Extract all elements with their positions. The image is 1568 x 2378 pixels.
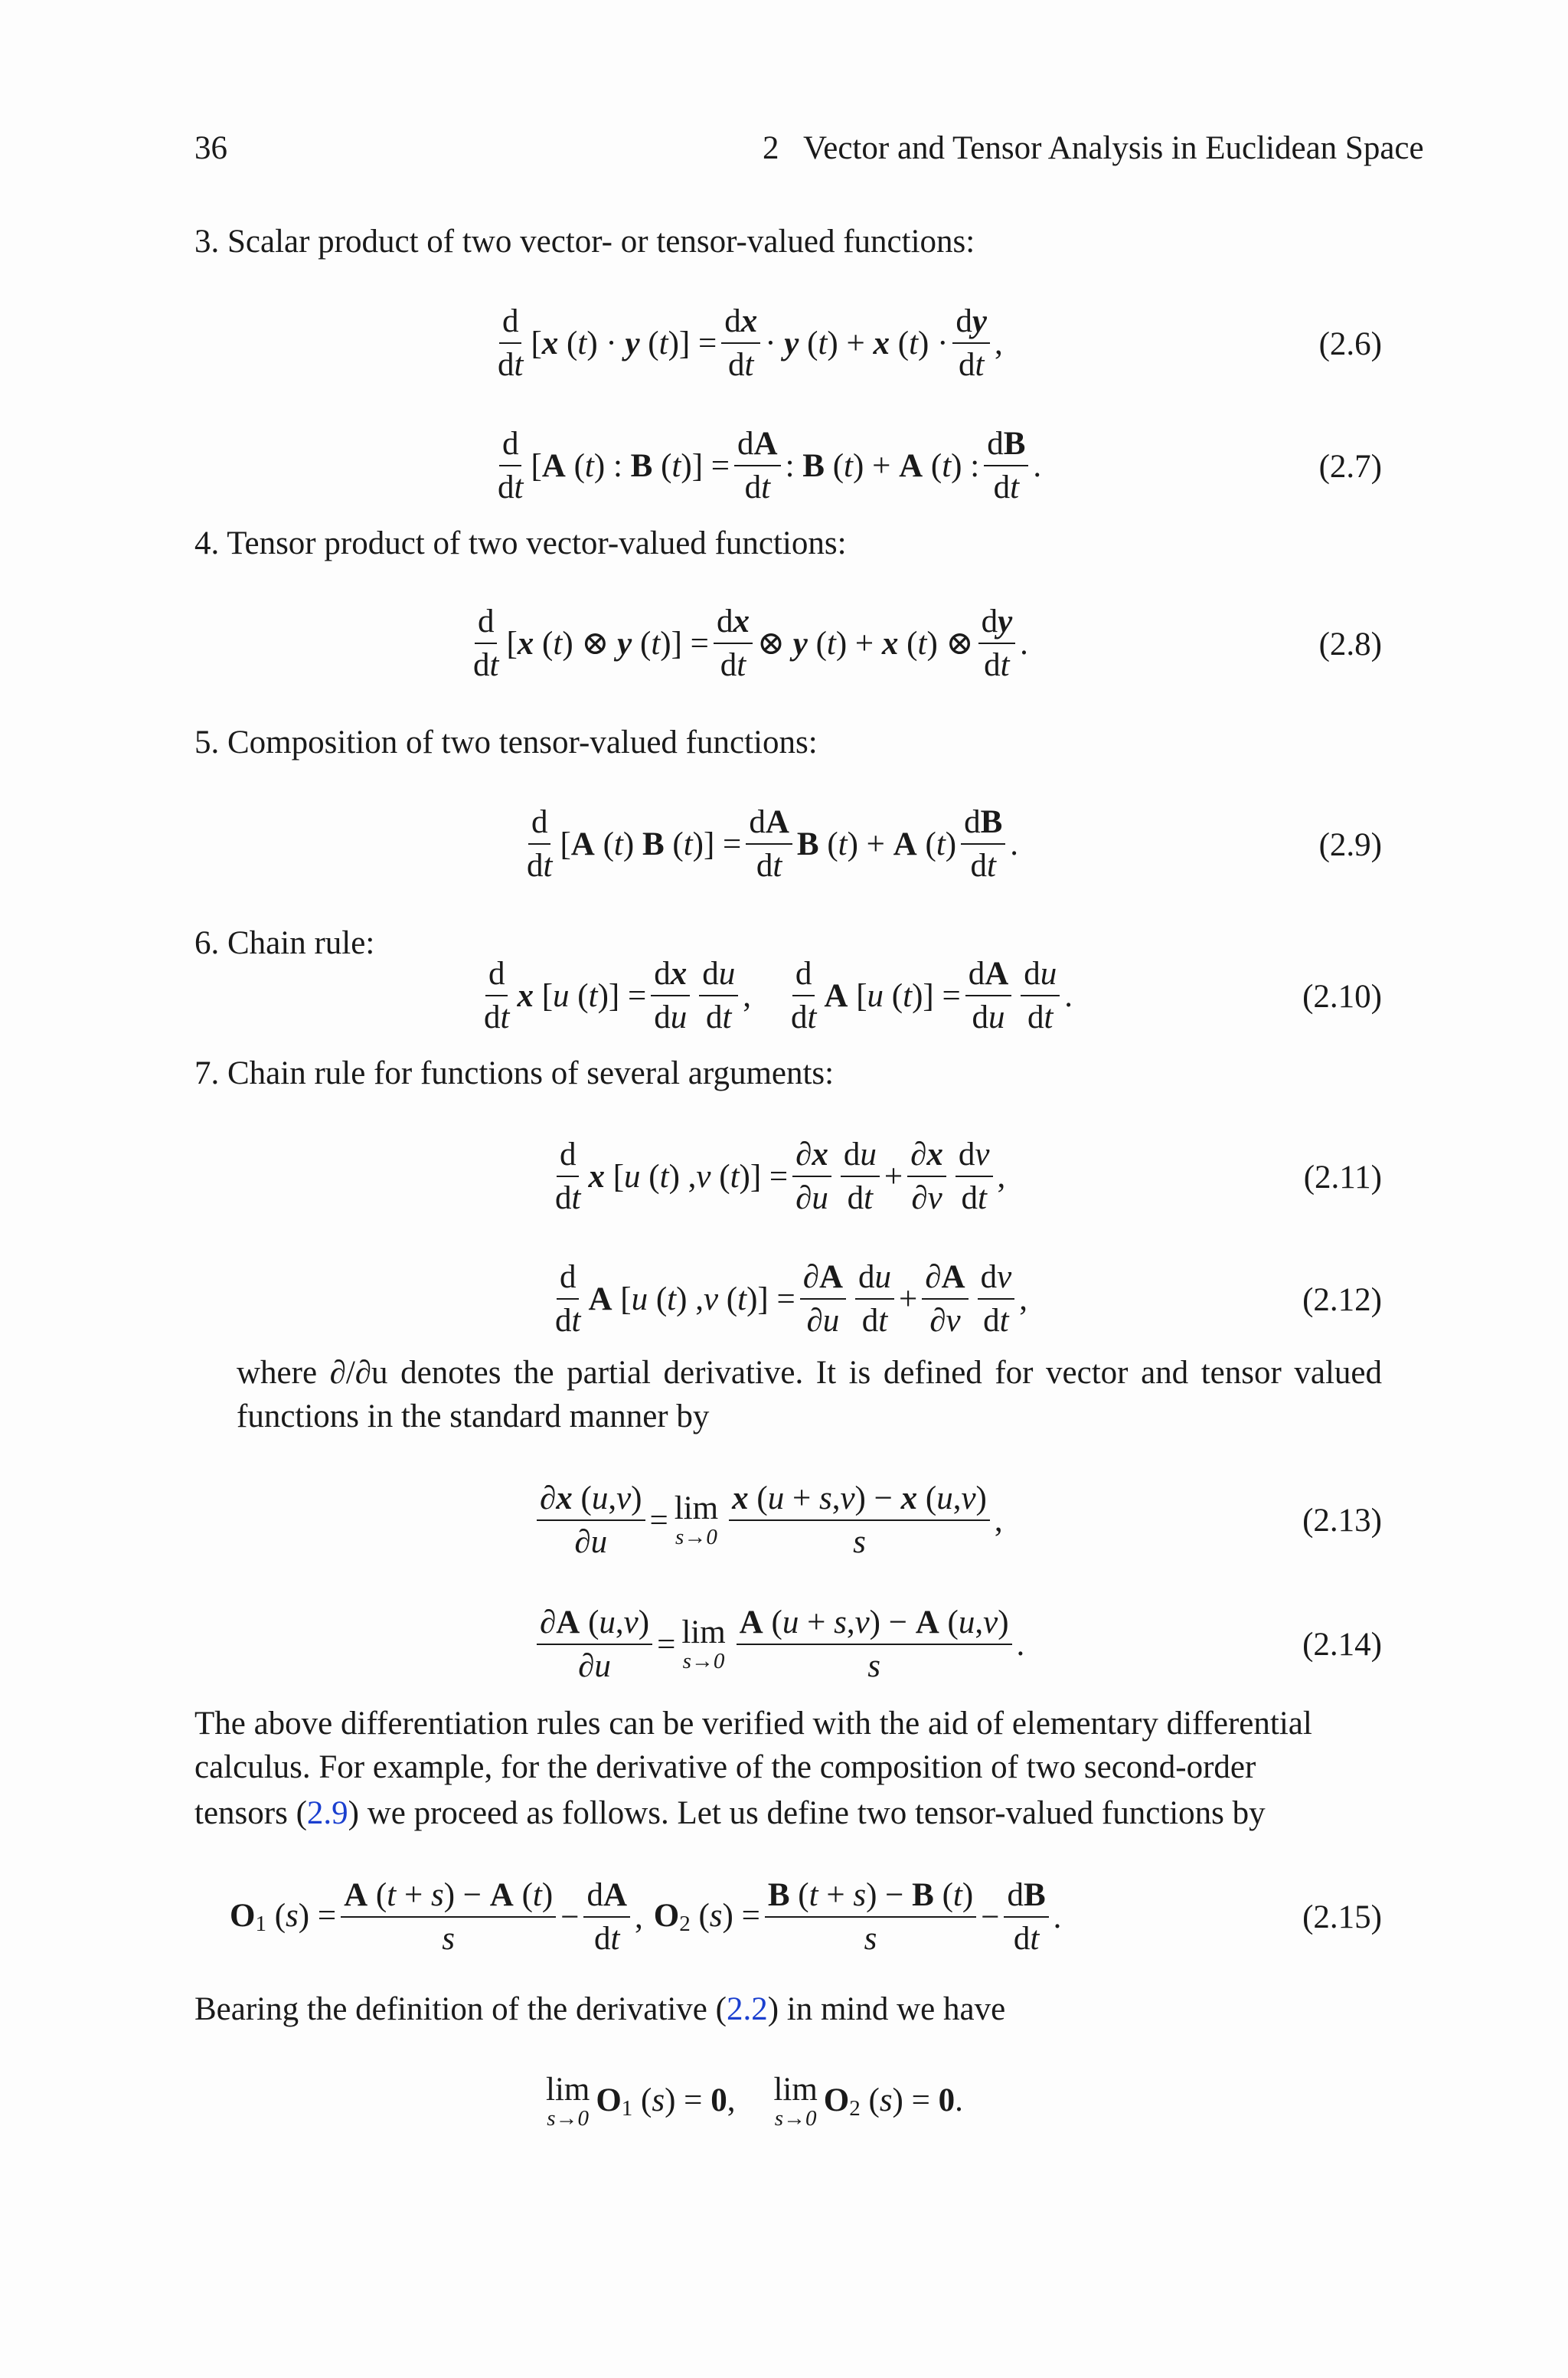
running-title: 2 Vector and Tensor Analysis in Euclidean Space [763, 130, 1424, 166]
paragraph-line: tensors (2.9) we proceed as follows. Let us define two tensor-valued functions by [194, 1795, 1266, 1831]
paragraph-line: Bearing the definition of the derivative (2.2) in mind we have [194, 1991, 1006, 2027]
limit-equation: lim s→0 O1 (s) = 0, lim s→0 O2 (s) = 0. [546, 2072, 963, 2131]
equation-2-7: d dt [A (t) : B (t)] = $\frac{dA}{dt}$ : B (t) + A (t) : dB dt . [498, 426, 1042, 505]
paragraph-line: calculus. For example, for the derivative of the composition of two second-order [194, 1749, 1256, 1785]
equation-2-9: d dt [A (t) B (t)] = $\frac{dA}{dt}$ B (t) + A (t) dB dt . [527, 804, 1019, 884]
equation-number: (2.9) [1318, 827, 1382, 863]
list-item-7: 7. Chain rule for functions of several arguments: [194, 1055, 835, 1091]
partial-derivative-text: where ∂/∂u denotes the partial derivative. It is defined for vector and tensor valued functions in the standard manner by [237, 1355, 1382, 1434]
equation-ref-link[interactable]: 2.2 [726, 1991, 768, 2027]
list-item-3: 3. Scalar product of two vector- or tensor-valued functions: [194, 224, 975, 260]
equation-number: (2.6) [1318, 326, 1382, 362]
list-item-6: 6. Chain rule: [194, 925, 375, 961]
equation-number: (2.11) [1303, 1160, 1382, 1196]
equation-ref-link[interactable]: 2.9 [306, 1795, 348, 1831]
list-item-4: 4. Tensor product of two vector-valued functions: [194, 525, 847, 561]
equation-2-10: d dt x [u (t)] = $\frac{dx}{du}$ du dt , d dt A [u (t)] = $\frac{dA}{du}$ du dt . [484, 956, 1073, 1035]
equation-2-15: O1 (s) = $\frac{A (t + s) - A (t)}{s}$ − $\frac{dA}{dt}$ , O2 (s) = $\frac{B (t + s) - B (t)}{s}$ − $\frac{dB}{dt}$ . [230, 1877, 1062, 1957]
equation-number: (2.8) [1318, 626, 1382, 662]
equation-2-8: d dt [x (t) ⊗ y (t)] = $\frac{dx}{dt}$ ⊗ y (t) + x (t) ⊗ dy dt . [473, 603, 1028, 683]
equation-2-13: $\frac{\partial x (u,v)}{\partial u}$ = lim s→0 x (u + s,v) − x (u,v) s , [532, 1470, 1003, 1570]
equation-number: (2.15) [1302, 1899, 1382, 1935]
equation-number: (2.7) [1318, 449, 1382, 485]
equation-number: (2.13) [1302, 1503, 1382, 1539]
equation-2-14: $\frac{\partial A (u,v)}{\partial u}$ = lim s→0 A (u + s,v) − A (u,v) s . [532, 1595, 1024, 1694]
page-number: 36 [194, 130, 227, 166]
equation-number: (2.14) [1302, 1627, 1382, 1663]
paragraph-line: The above differentiation rules can be verified with the aid of elementary differential [194, 1706, 1312, 1742]
equation-2-6: d dt [x (t) · y (t)] = $\frac{dx}{dt}$ · y (t) + x (t) · dy dt , [498, 303, 1003, 383]
list-item-5: 5. Composition of two tensor-valued functions: [194, 725, 818, 761]
equation-2-12: d dt A [u (t) ,v (t)] = $\frac{\partial A}{\partial u}$ du dt + $\frac{\partial A}{\partial v}$ dv dt , [555, 1259, 1027, 1339]
equation-number: (2.12) [1302, 1282, 1382, 1318]
equation-number: (2.10) [1302, 979, 1382, 1015]
equation-2-11: d dt x [u (t) ,v (t)] = $\frac{\partial x}{\partial u}$ du dt + $\frac{\partial x}{\partial v}$ dv dt , [555, 1137, 1006, 1216]
